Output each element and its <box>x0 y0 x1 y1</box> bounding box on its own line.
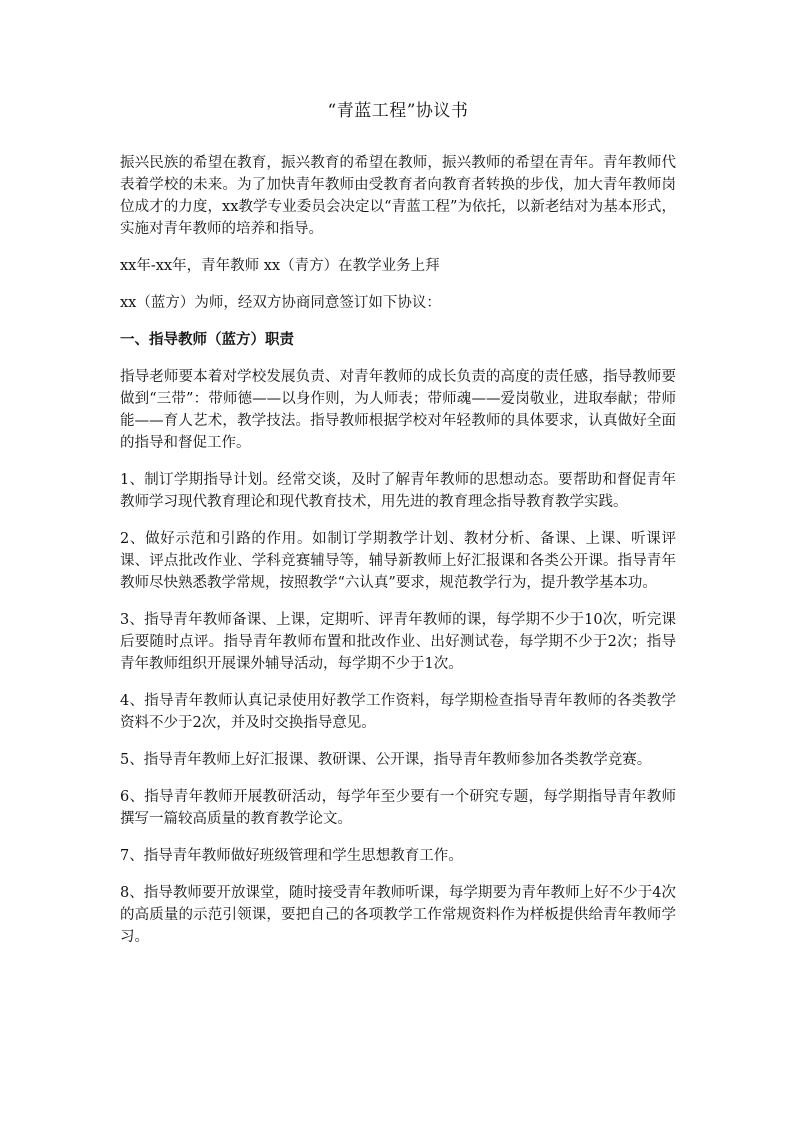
duty-item-7: 7、指导青年教师做好班级管理和学生思想教育工作。 <box>120 848 463 864</box>
duty-item-2: 2、做好示范和引路的作用。如制订学期教学计划、教材分析、备课、上课、听课评课、评点批改作业、学科竞赛辅导等，辅导新教师上好汇报课和各类公开课。指导青年教师尽快熟悉教学常规，按照教学“六认真”要求，规范教学行为，提升教学基本功。 <box>120 531 676 591</box>
duty-item-6: 6、指导青年教师开展教研活动，每学年至少要有一个研究专题，每学期指导青年教师撰写一篇较高质量的教育教学论文。 <box>120 789 676 827</box>
duty-item-8: 8、指导教师要开放课堂，随时接受青年教师听课，每学期要为青年教师上好不少于4次的高质量的示范引领课，要把自己的各项教学工作常规资料作为样板提供给青年教师学习。 <box>120 885 676 945</box>
intro-paragraph: 振兴民族的希望在教育，振兴教育的希望在教师，振兴教师的希望在青年。青年教师代表着学校的未来。为了加快青年教师由受教育者向教育者转换的步伐，加大青年教师岗位成才的力度，xx教学专业委员会决定以“青蓝工程”为依托，以新老结对为基本形式，实施对青年教师的培养和指导。 <box>120 155 676 237</box>
document-title: “青蓝工程”协议书 <box>327 101 469 121</box>
duty-item-4: 4、指导青年教师认真记录使用好教学工作资料，每学期检查指导青年教师的各类教学资料不少于2次，并及时交换指导意见。 <box>120 693 676 731</box>
section-1-heading: 一、指导教师（蓝方）职责 <box>120 331 294 348</box>
duty-item-3: 3、指导青年教师备课、上课，定期听、评青年教师的课，每学期不少于10次，听完课后要随时点评。指导青年教师布置和批改作业、出好测试卷，每学期不少于2次；指导青年教师组织开展课外辅导活动，每学期不少于1次。 <box>120 612 676 672</box>
section-1-intro: 指导老师要本着对学校发展负责、对青年教师的成长负责的高度的责任感，指导教师要做到“三带”：带师德——以身作则，为人师表；带师魂——爱岗敬业，进取奉献；带师能——育人艺术，教学技法。指导教师根据学校对年轻教师的具体要求，认真做好全面的指导和督促工作。 <box>120 369 676 451</box>
duty-item-1: 1、制订学期指导计划。经常交谈，及时了解青年教师的思想动态。要帮助和督促青年教师学习现代教育理论和现代教育技术，用先进的教育理念指导教育教学实践。 <box>120 472 676 510</box>
duty-item-5: 5、指导青年教师上好汇报课、教研课、公开课，指导青年教师参加各类教学竞赛。 <box>120 752 652 768</box>
document-body <box>120 100 676 948</box>
parties-line-2: xx（蓝方）为师，经双方协商同意签订如下协议： <box>120 295 441 311</box>
parties-line-1: xx年-xx年，青年教师 xx（青方）在教学业务上拜 <box>120 258 440 274</box>
